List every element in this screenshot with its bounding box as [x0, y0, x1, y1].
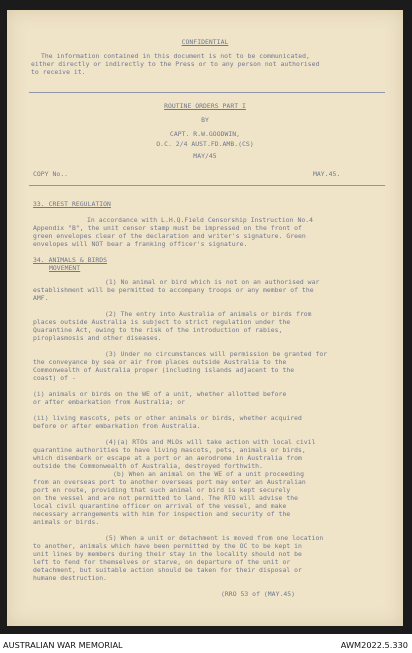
section-33-line: Appendix "B", the unit censor stamp must be impressed on the front of [33, 224, 302, 232]
para-5-line: (5) When a unit or detachment is moved from one location [105, 534, 324, 542]
para-5-line: left to fend for themselves or starve, on departure of the unit or [33, 558, 291, 566]
para-5-line: to another, animals which have been permitted by the OC to be kept in [33, 542, 302, 550]
order-title: ROUTINE ORDERS PART I [164, 102, 246, 110]
para-3-line: Commonwealth of Australia proper (including islands adjacent to the [33, 366, 295, 374]
para-4-line: (4)(a) RTOs and MLOs will take action with local civil [105, 438, 316, 446]
section-34-heading: 34. ANIMALS & BIRDS [33, 256, 108, 264]
para-5-line: humane destruction. [33, 574, 108, 582]
footer-institution: AUSTRALIAN WAR MEMORIAL [3, 640, 123, 650]
copy-number: COPY No.. [33, 170, 69, 178]
para-4-line: animals or birds. [33, 518, 100, 526]
para-4-line: outside the Commonwealth of Australia, destroyed forthwith. [33, 462, 263, 470]
para-4-line: on the vessel and are not permitted to land. The RTO will advise the [33, 494, 299, 502]
unit-line: O.C. 2/4 AUST.FD.AMB.(CS) [156, 140, 254, 148]
section-33-line: envelopes will NOT bear a franking officer's signature. [33, 240, 248, 248]
para-3-line: (3) Under no circumstances will permission be granted for [105, 350, 328, 358]
para-3-line: coast) of - [33, 374, 76, 382]
para-4-line: local civil quarantine officer on arrival of the vessel, and make [33, 502, 287, 510]
copy-date: MAY.45. [313, 170, 341, 178]
para-2-line: (2) The entry into Australia of animals or birds from [105, 310, 312, 318]
divider [29, 185, 385, 186]
by-line: BY [201, 116, 209, 124]
para-5-line: unit lines by members during their stay in the locality should not be [33, 550, 302, 558]
footer-accession-number: AWM2022.5.330 [340, 640, 408, 650]
para-4-line: from an overseas port to another overseas port may enter an Australian [33, 478, 306, 486]
para-2-line: Quarantine Act, owing to the risk of the introduction of rabies, [33, 326, 283, 334]
item-ii-line: (ii) living mascots, pets or other animals or birds, whether acquired [33, 414, 302, 422]
para-2-line: piroplasmosis and other diseases. [33, 334, 162, 342]
warning-line-2: either directly or indirectly to the Press or to any person not authorised [31, 60, 320, 68]
para-4-line: port en route, providing that such animal or bird is kept securely [33, 486, 291, 494]
warning-line-1: The information contained in this document is not to be communicated, [41, 52, 310, 60]
para-4-line: quarantine authorities to have living mascots, pets, animals or birds, [33, 446, 306, 454]
section-34-subheading: MOVEMENT [49, 264, 81, 272]
end-note: (RRO 53 of (MAY.45) [221, 590, 296, 598]
para-4-line: (b) When an animal on the WE of a unit proceeding [113, 470, 304, 478]
section-33-line: In accordance with L.H.Q.Field Censorship Instruction No.4 [87, 216, 314, 224]
para-3-line: the conveyance by sea or air from places outside Australia to the [33, 358, 287, 366]
para-2-line: places outside Australia is subject to strict regulation under the [33, 318, 291, 326]
para-1-line: (1) No animal or bird which is not on an authorised war [105, 278, 320, 286]
archive-footer [0, 636, 412, 653]
para-5-line: detachment, but suitable action should be taken for their disposal or [33, 566, 302, 574]
para-1-line: AMF. [33, 294, 49, 302]
document-page [7, 10, 403, 626]
item-ii-line: before or after embarkation from Australia. [33, 422, 201, 430]
divider [29, 92, 385, 93]
item-i-line: (i) animals or birds on the WE of a unit, whether allotted before [33, 390, 287, 398]
section-33-heading: 33. CREST REGULATION [33, 200, 111, 208]
date-line: MAY/45 [193, 152, 217, 160]
para-1-line: establishment will be permitted to accompany troops or any member of the [33, 286, 314, 294]
officer-name: CAPT. R.W.GOODWIN, [169, 130, 241, 138]
item-i-line: or after embarkation from Australia; or [33, 398, 186, 406]
classification-heading: CONFIDENTIAL [181, 38, 229, 46]
warning-line-3: to receive it. [31, 68, 86, 76]
para-4-line: which disembark or escape at a port or an aerodrome in Australia from [33, 454, 302, 462]
section-33-line: green envelopes clear of the declaration and writer's signature. Green [33, 232, 306, 240]
para-4-line: necessary arrangements with him for inspection and security of the [33, 510, 291, 518]
